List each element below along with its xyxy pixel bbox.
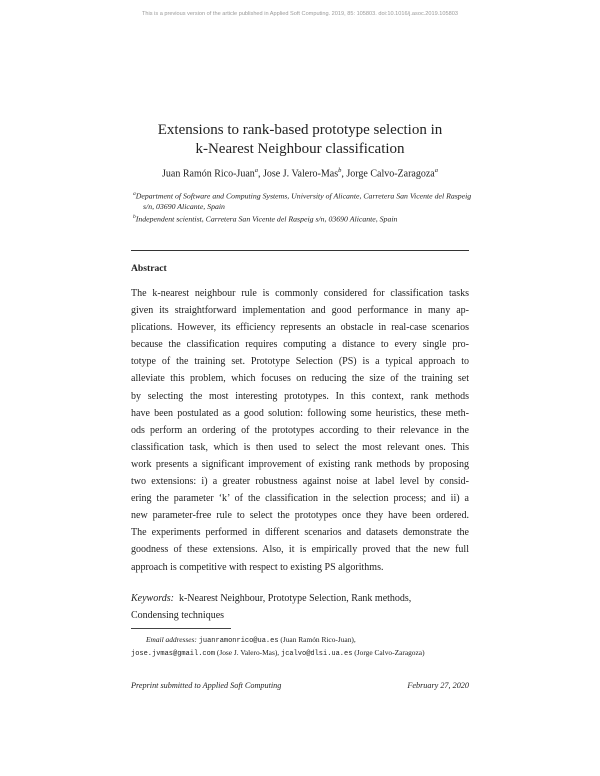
abstract-line: by selecting the most interesting prototypes. In this context, rank methods bbox=[131, 390, 469, 402]
abstract-line: approach is competitive with respect to existing PS algorithms. bbox=[131, 561, 384, 573]
author-3-affil-mark: a bbox=[434, 167, 438, 174]
abstract-body bbox=[131, 285, 469, 576]
author-1: Juan Ramón Rico-Juan bbox=[162, 168, 255, 180]
email-owner-2: (Jose J. Valero-Mas), bbox=[216, 648, 280, 657]
email-footnote bbox=[131, 634, 481, 660]
email-line-2 bbox=[131, 647, 481, 660]
keywords-line-1 bbox=[131, 590, 469, 607]
email-owner-1: (Juan Ramón Rico-Juan), bbox=[280, 635, 356, 644]
author-separator: , bbox=[341, 168, 347, 180]
affiliations bbox=[133, 189, 473, 225]
affiliation-b-mark: b bbox=[133, 214, 136, 220]
abstract-line: two extensions: i) a greater robustness against noise at label level by consid- bbox=[131, 476, 469, 488]
abstract-top-rule bbox=[131, 250, 469, 251]
email-label: Email addresses: bbox=[146, 635, 197, 644]
title-line-2: k-Nearest Neighbour classification bbox=[195, 141, 405, 157]
abstract-line: ods perform an ordering of the prototypes according to their relevance in the bbox=[131, 424, 469, 436]
email-address-2[interactable]: jose.jvmas@gmail.com bbox=[131, 650, 216, 658]
email-line-1 bbox=[131, 634, 481, 647]
abstract-line: totype of the training set. Prototype Selection (PS) is a typical approach to bbox=[131, 356, 469, 368]
keywords bbox=[131, 590, 469, 624]
paper-title bbox=[0, 121, 600, 159]
abstract-line: classification task, which is then used to select the most relevant ones. This bbox=[131, 441, 469, 453]
abstract-line: have been postulated as a good solution: following some heuristics, these meth- bbox=[131, 407, 469, 419]
abstract-line: The k-nearest neighbour rule is commonly considered for classification tasks bbox=[131, 288, 469, 299]
affiliation-b bbox=[133, 212, 473, 225]
author-2-affil-mark: b bbox=[338, 167, 342, 174]
abstract-line: new parameter-free rule to select the prototypes once they have been ordered. bbox=[131, 510, 469, 522]
abstract-line: because the classification requires computing a distance to every single pro- bbox=[131, 339, 469, 351]
abstract-heading: Abstract bbox=[131, 263, 167, 274]
affiliation-b-text: Independent scientist, Carretera San Vicente del Raspeig s/n, 03690 Alicante, Spain bbox=[135, 214, 398, 224]
abstract-line: ering the parameter ‘k’ of the classification in the selection process; and ii) a bbox=[131, 493, 469, 505]
email-owner-3: (Jorge Calvo-Zaragoza) bbox=[354, 648, 425, 657]
keywords-text-2: Condensing techniques bbox=[131, 610, 225, 622]
title-line-1: Extensions to rank-based prototype selection in bbox=[157, 122, 443, 138]
affiliation-a bbox=[133, 189, 473, 212]
abstract-line: plications. However, its efficiency represents an obstacle in real-case scenarios bbox=[131, 322, 469, 334]
author-2: Jose J. Valero-Mas bbox=[263, 168, 339, 180]
abstract-line: given its straightforward implementation and good performance in many ap- bbox=[131, 305, 469, 317]
author-separator: , bbox=[258, 168, 264, 180]
abstract-line: alleviate this problem, which focuses on reducing the size of the training set bbox=[131, 373, 469, 385]
preprint-note: Preprint submitted to Applied Soft Computing bbox=[131, 681, 282, 690]
author-1-affil-mark: a bbox=[254, 167, 259, 174]
preprint-date: February 27, 2020 bbox=[407, 681, 469, 690]
abstract-line: goodness of these extensions. Also, it is empirically proved that the new full bbox=[131, 544, 469, 556]
author-3: Jorge Calvo-Zaragoza bbox=[346, 168, 435, 180]
keywords-text-1: k-Nearest Neighbour, Prototype Selection, Rank methods, bbox=[178, 593, 412, 604]
affiliation-a-mark: a bbox=[133, 191, 136, 197]
abstract-line: work presents a significant improvement of existing rank methods by proposing bbox=[131, 458, 469, 470]
affiliation-a-text: Department of Software and Computing Systems, University of Alicante, Carretera San Vicente del Raspeig s/n, 03690 Alicante, Spain bbox=[135, 191, 472, 211]
email-address-1[interactable]: juanramonrico@ua.es bbox=[198, 637, 279, 645]
publication-note: This is a previous version of the article published in Applied Soft Computing. 2019, 85: 105803. doi:10.1016/j.asoc.2019.105803 bbox=[142, 11, 458, 17]
footnote-rule bbox=[131, 628, 231, 629]
abstract-line: The experiments performed in different scenarios and datasets demonstrate the bbox=[131, 527, 469, 539]
author-list bbox=[0, 167, 600, 179]
email-address-3[interactable]: jcalvo@dlsi.ua.es bbox=[281, 650, 353, 658]
keywords-label: Keywords: bbox=[131, 593, 174, 604]
